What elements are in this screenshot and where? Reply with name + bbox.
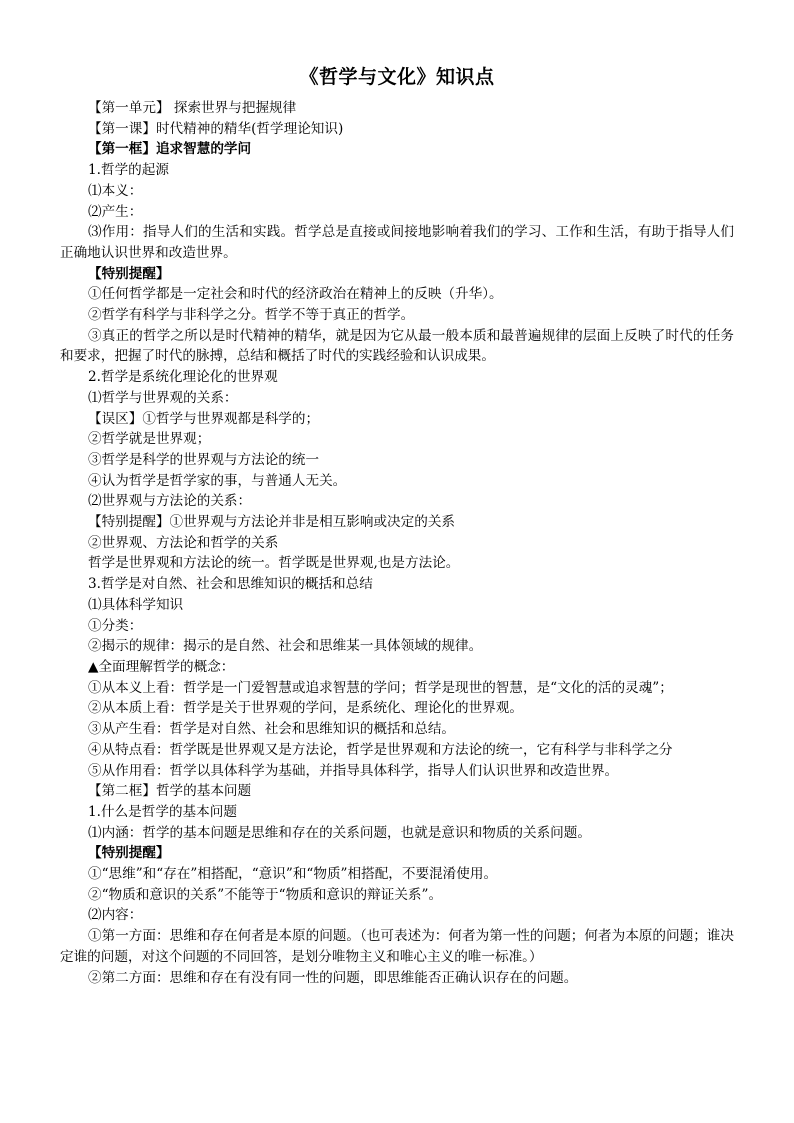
text-line: [60, 616, 734, 637]
document-body: [60, 98, 734, 988]
text-line: [60, 781, 734, 802]
text-line: [60, 326, 734, 367]
line-text: ②揭示的规律：揭示的是自然、社会和思维某一具体领域的规律。: [88, 638, 483, 655]
line-text: 【误区】①哲学与世界观都是科学的；: [88, 410, 320, 427]
line-text: 【第一单元】 探索世界与把握规律: [88, 100, 297, 116]
text-line: [60, 595, 734, 616]
line-text: 【第二框】哲学的基本问题: [88, 783, 252, 800]
line-text: ②哲学就是世界观；: [88, 431, 211, 448]
document-page: [60, 64, 734, 988]
text-line: [60, 450, 734, 471]
line-text: ③从产生看：哲学是对自然、社会和思维知识的概括和总结。: [88, 721, 456, 738]
line-text: ①第一方面：思维和存在何者是本原的问题。（也可表述为：何者为第一性的问题；何者为本原的问题；谁决定谁的问题，对这个问题的不同回答，是划分唯物主义和唯心主义的唯一标准。）: [60, 928, 734, 965]
text-line: [60, 119, 734, 140]
text-line: [60, 160, 734, 181]
line-text: ▲全面理解哲学的概念：: [88, 658, 235, 675]
line-text: ①从本义上看：哲学是一门爱智慧或追求智慧的学问；哲学是现世的智慧，是“文化的活的灵魂”；: [88, 679, 673, 696]
line-text: ⑴具体科学知识: [88, 596, 184, 613]
text-line: [60, 885, 734, 906]
line-text: ⑤从作用看：哲学以具体科学为基础，并指导具体科学，指导人们认识世界和改造世界。: [88, 762, 619, 779]
text-line: [60, 388, 734, 409]
line-text: 1.什么是哲学的基本问题: [88, 803, 237, 820]
line-text: ①任何哲学都是一定社会和时代的经济政治在精神上的反映（升华）。: [88, 286, 503, 303]
text-line: [60, 98, 734, 119]
text-line: [60, 491, 734, 512]
text-line: [60, 367, 734, 388]
document-title: 《哲学与文化》知识点: [299, 66, 495, 88]
text-line: [60, 636, 734, 657]
line-text: ③真正的哲学之所以是时代精神的精华，就是因为它从最一般本质和最普遍规律的层面上反映了时代的任务和要求，把握了时代的脉搏，总结和概括了时代的实践经验和认识成果。: [60, 327, 734, 365]
line-text: 追求智慧的学问: [155, 141, 252, 158]
text-line: [60, 864, 734, 885]
line-text: ⑴哲学与世界观的关系：: [88, 389, 238, 406]
text-line: [60, 678, 734, 699]
text-line: [60, 843, 734, 864]
text-line: [60, 305, 734, 326]
line-text: 1.哲学的起源: [88, 162, 169, 179]
text-line: [60, 905, 734, 926]
line-text: 【特别提醒】: [88, 265, 170, 282]
line-text: ⑴本义：: [88, 182, 143, 199]
line-text: 2.哲学是系统化理论化的世界观: [88, 369, 278, 386]
text-line: [60, 139, 734, 160]
line-text: 【特别提醒】: [88, 845, 170, 862]
text-line: [60, 574, 734, 595]
line-text: ①“思维”和“存在”相搭配，“意识”和“物质”相搭配，不要混淆使用。: [88, 866, 498, 883]
line-text: ③哲学是科学的世界观与方法论的统一: [88, 451, 320, 468]
text-line: [60, 740, 734, 761]
text-line: [60, 512, 734, 533]
section-tag: 【第一框】: [88, 141, 156, 158]
line-text: ②世界观、方法论和哲学的关系: [88, 534, 279, 551]
text-line: [60, 409, 734, 430]
text-line: [60, 926, 734, 967]
line-text: ②“物质和意识的关系”不能等于“物质和意识的辩证关系”。: [88, 886, 443, 903]
line-text: ④从特点看：哲学既是世界观又是方法论，哲学是世界观和方法论的统一，它有科学与非科学之分: [88, 741, 673, 758]
text-line: [60, 429, 734, 450]
text-line: [60, 222, 734, 263]
text-line: [60, 553, 734, 574]
line-text: ⑵内容：: [88, 907, 143, 924]
line-text: ⑶作用：指导人们的生活和实践。哲学总是直接或间接地影响着我们的学习、工作和生活，有助于指导人们正确地认识世界和改造世界。: [60, 224, 734, 261]
line-text: 哲学是世界观和方法论的统一。哲学既是世界观,也是方法论。: [88, 555, 460, 572]
text-line: [60, 202, 734, 223]
text-line: [60, 698, 734, 719]
text-line: [60, 284, 734, 305]
line-text: 【特别提醒】①世界观与方法论并非是相互影响或决定的关系: [88, 514, 456, 531]
text-line: [60, 823, 734, 844]
text-line: [60, 533, 734, 554]
line-text: ①分类：: [88, 617, 143, 634]
line-text: ②从本质上看：哲学是关于世界观的学问，是系统化、理论化的世界观。: [88, 700, 523, 717]
line-text: 【第一课】时代精神的精华(哲学理论知识): [88, 120, 344, 137]
line-text: ④认为哲学是哲学家的事，与普通人无关。: [88, 472, 347, 489]
line-text: ⑵产生：: [88, 203, 143, 220]
text-line: [60, 761, 734, 782]
text-line: [60, 471, 734, 492]
text-line: [60, 264, 734, 285]
text-line: [60, 181, 734, 202]
line-text: 3.哲学是对自然、社会和思维知识的概括和总结: [88, 576, 373, 593]
text-line: [60, 657, 734, 678]
line-text: ②哲学有科学与非科学之分。哲学不等于真正的哲学。: [88, 307, 415, 324]
text-line: [60, 968, 734, 989]
text-line: [60, 719, 734, 740]
line-text: ⑴内涵：哲学的基本问题是思维和存在的关系问题，也就是意识和物质的关系问题。: [88, 824, 591, 841]
line-text: ②第二方面：思维和存在有没有同一性的问题，即思维能否正确认识存在的问题。: [88, 969, 578, 986]
line-text: ⑵世界观与方法论的关系：: [88, 493, 252, 510]
text-line: [60, 802, 734, 823]
